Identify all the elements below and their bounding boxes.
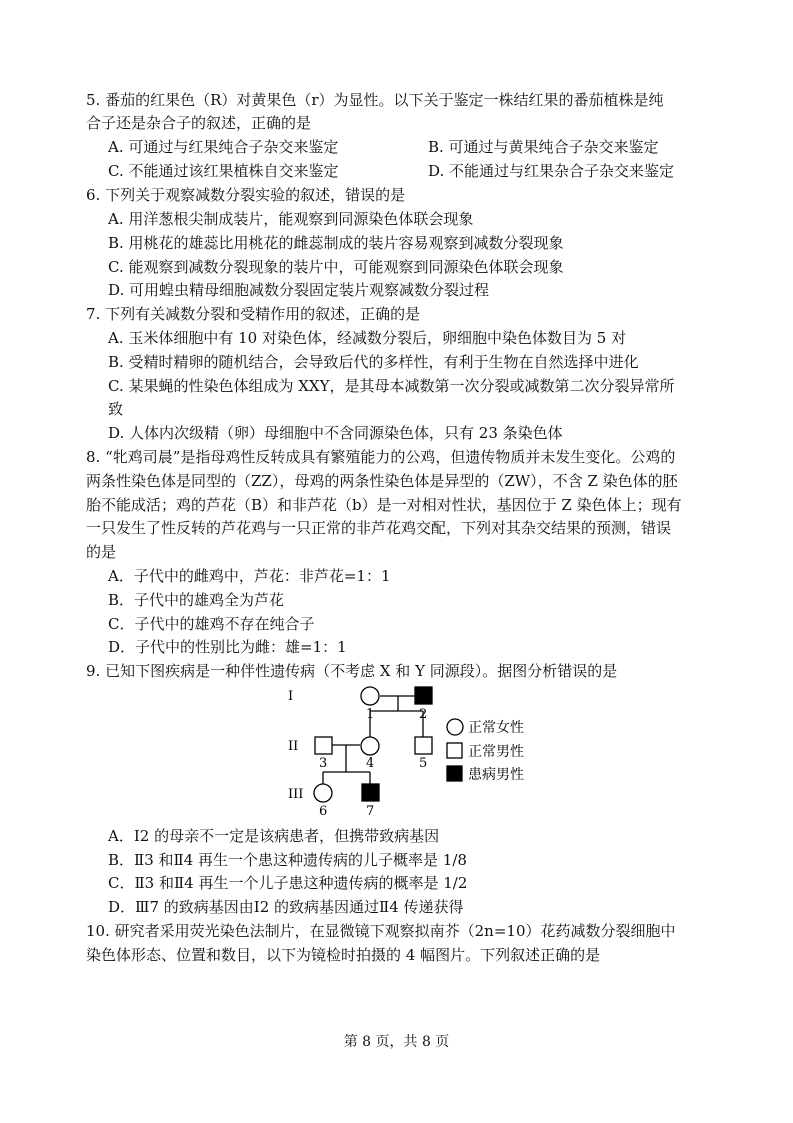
legend-affected-label: 患病男性: [468, 767, 524, 783]
q5-option-c: C. 不能通过该红果植株自交来鉴定: [108, 162, 339, 180]
individual-number-3: 3: [319, 756, 328, 771]
q9-option-b: B．Ⅱ3 和Ⅱ4 再生一个患这种遗传病的儿子概率是 1/8: [108, 851, 467, 869]
q7-stem: 7. 下列有关减数分裂和受精作用的叙述，正确的是: [86, 305, 421, 323]
generation-label-3: III: [288, 787, 304, 802]
generation-label-2: II: [288, 739, 299, 754]
q8-option-a: A．子代中的雌鸡中，芦花：非芦花=1：1: [108, 567, 391, 585]
q8-option-d: D．子代中的性别比为雌：雄=1：1: [108, 638, 347, 656]
q10-stem-line-1: 10. 研究者采用荧光染色法制片，在显微镜下观察拟南芥（2n=10）花药减数分裂细胞中: [86, 922, 676, 940]
generation-label-1: I: [288, 689, 294, 704]
affected-male-symbol-i2: [415, 687, 432, 704]
q9-option-d: D．Ⅲ7 的致病基因由Ⅰ2 的致病基因通过Ⅱ4 传递获得: [108, 898, 464, 916]
q7-option-c-line-2: 致: [108, 400, 124, 418]
individual-number-1: 1: [366, 707, 375, 722]
legend-male-label: 正常男性: [468, 744, 524, 760]
q6-option-d: D. 可用蝗虫精母细胞减数分裂固定装片观察减数分裂过程: [108, 281, 490, 299]
q8-stem-line-5: 的是: [86, 543, 117, 561]
legend-affected-male-icon: [447, 766, 462, 781]
pedigree-diagram: [280, 680, 550, 815]
q9-option-a: A．Ⅰ2 的母亲不一定是该病患者，但携带致病基因: [108, 827, 440, 845]
affected-male-symbol-iii7: [362, 784, 379, 801]
q8-option-b: B．子代中的雄鸡全为芦花: [108, 591, 285, 609]
legend-female-icon: [447, 719, 463, 735]
female-symbol-iii6: [314, 784, 332, 802]
q9-stem: 9. 已知下图疾病是一种伴性遗传病（不考虑 X 和 Y 同源段）。据图分析错误的是: [86, 662, 618, 680]
q6-option-a: A. 用洋葱根尖制成装片，能观察到同源染色体联会现象: [108, 210, 474, 228]
q5-option-d: D. 不能通过与红果杂合子杂交来鉴定: [428, 162, 675, 180]
q6-option-b: B. 用桃花的雄蕊比用桃花的雌蕊制成的装片容易观察到减数分裂现象: [108, 234, 564, 252]
q6-stem: 6. 下列关于观察减数分裂实验的叙述，错误的是: [86, 186, 406, 204]
individual-number-6: 6: [319, 804, 328, 815]
q5-stem-line-1: 5. 番茄的红果色（R）对黄果色（r）为显性。以下关于鉴定一株结红果的番茄植株是纯: [86, 91, 664, 109]
female-symbol-i1: [361, 687, 379, 705]
individual-number-2: 2: [419, 707, 428, 722]
q9-option-c: C．Ⅱ3 和Ⅱ4 再生一个儿子患这种遗传病的概率是 1/2: [108, 874, 468, 892]
q8-stem-line-3: 胎不能成活；鸡的芦花（B）和非芦花（b）是一对相对性状，基因位于 Z 染色体上；现有: [86, 496, 682, 514]
q6-option-c: C. 能观察到减数分裂现象的装片中，可能观察到同源染色体联会现象: [108, 258, 564, 276]
individual-number-4: 4: [366, 756, 375, 771]
individual-number-5: 5: [419, 756, 428, 771]
q5-option-a: A. 可通过与红果纯合子杂交来鉴定: [108, 138, 339, 156]
individual-number-7: 7: [366, 804, 375, 815]
q5-stem-line-2: 合子还是杂合子的叙述，正确的是: [86, 114, 312, 132]
page-footer: 第 8 页，共 8 页: [343, 1034, 450, 1050]
female-symbol-ii4: [361, 737, 379, 755]
legend-female-label: 正常女性: [468, 720, 524, 736]
q8-stem-line-4: 一只发生了性反转的芦花鸡与一只正常的非芦花鸡交配，下列对其杂交结果的预测，错误: [86, 519, 672, 537]
q7-option-b: B. 受精时精卵的随机结合，会导致后代的多样性，有利于生物在自然选择中进化: [108, 353, 639, 371]
q10-stem-line-2: 染色体形态、位置和数目，以下为镜检时拍摄的 4 幅图片。下列叙述正确的是: [86, 946, 601, 964]
q7-option-c-line-1: C. 某果蝇的性染色体组成为 XXY，是其母本减数第一次分裂或减数第二次分裂异常所: [108, 377, 675, 395]
legend-male-icon: [447, 743, 462, 758]
q8-stem-line-1: 8. “牝鸡司晨”是指母鸡性反转成具有繁殖能力的公鸡，但遗传物质并未发生变化。公鸡的: [86, 448, 676, 466]
q8-stem-line-2: 两条性染色体是同型的（ZZ），母鸡的两条性染色体是异型的（ZW），不含 Z 染色体的胚: [86, 472, 678, 490]
q8-option-c: C．子代中的雄鸡不存在纯合子: [108, 615, 315, 633]
q7-option-a: A. 玉米体细胞中有 10 对染色体，经减数分裂后，卵细胞中染色体数目为 5 对: [108, 329, 627, 347]
male-symbol-ii5: [415, 737, 432, 754]
q5-option-b: B. 可通过与黄果纯合子杂交来鉴定: [428, 138, 659, 156]
q7-option-d: D. 人体内次级精（卵）母细胞中不含同源染色体，只有 23 条染色体: [108, 424, 563, 442]
male-symbol-ii3: [315, 737, 332, 754]
